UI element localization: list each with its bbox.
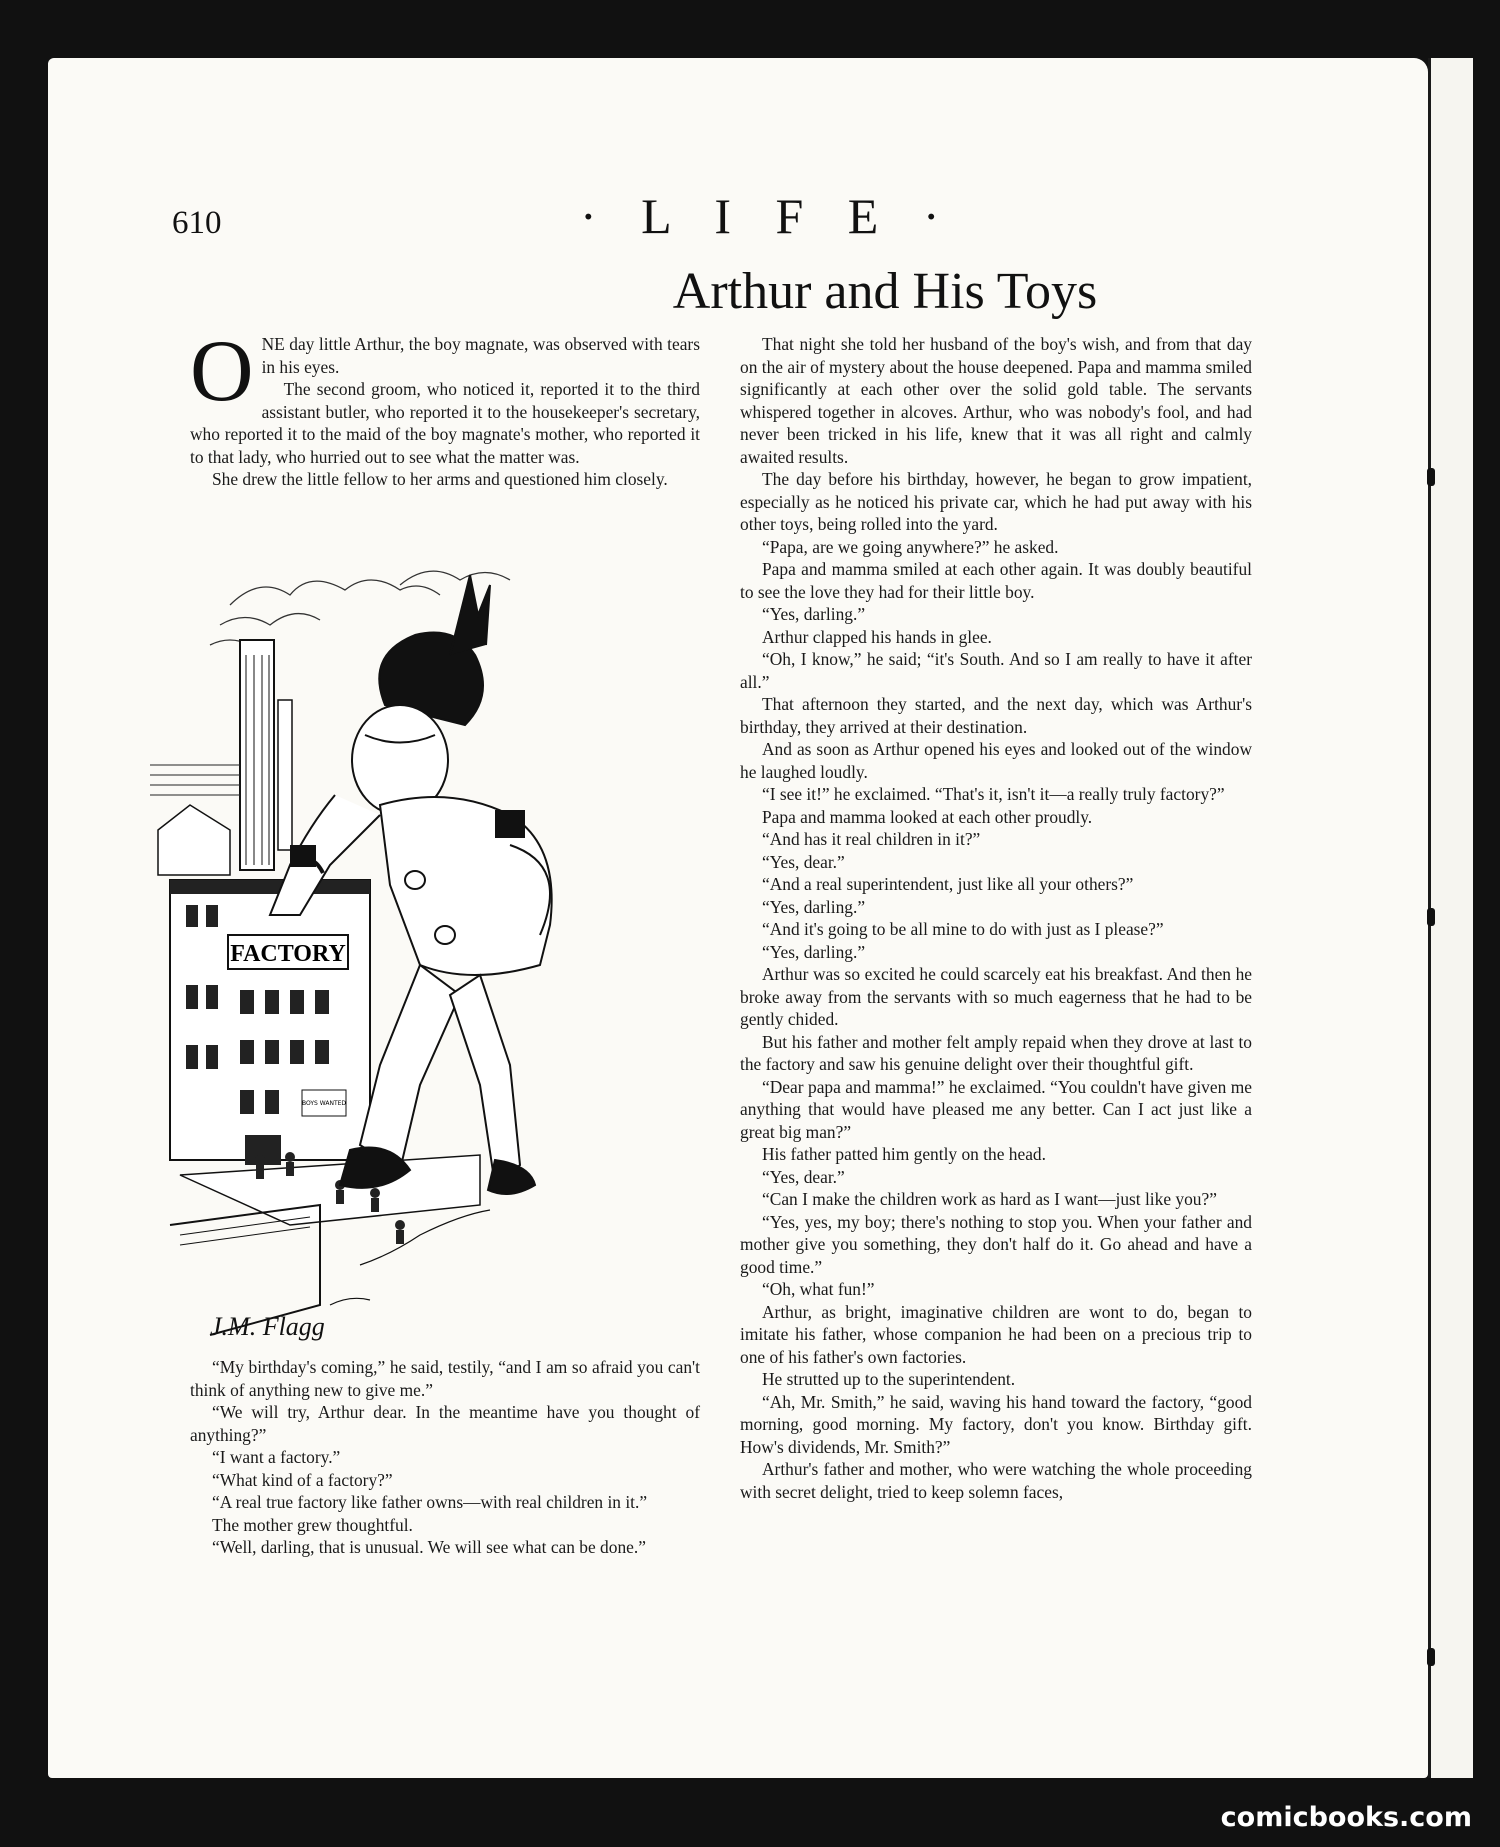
paragraph: “And has it real children in it?” xyxy=(762,829,981,849)
paragraph: That afternoon they started, and the next day, which was Arthur's birthday, they arrived at their destination. xyxy=(740,694,1252,737)
paragraph: That night she told her husband of the boy's wish, and from that day on the air of mystery about the house deepened. Papa and mamma smiled significantly at each other over the solid gold table. The servants whispered together in alcoves. Arthur, who was nobody's fool, and had never been tricked in his life, knew that it was all right and calmly awaited results. xyxy=(740,334,1252,467)
paragraph: Papa and mamma smiled at each other again. It was doubly beautiful to see the love they had for their little boy. xyxy=(740,559,1252,602)
paragraph: “Oh, I know,” he said; “it's South. And so I am really to have it after all.” xyxy=(740,649,1252,692)
paragraph: “Yes, darling.” xyxy=(762,896,866,917)
article-title: Arthur and His Toys xyxy=(672,263,1098,320)
paragraph: “Dear papa and mamma!” he exclaimed. “You couldn't have given me anything that would have pleased me any better. Can I act just like a great big man?” xyxy=(740,1076,1252,1142)
paragraph: “Yes, yes, my boy; there's nothing to stop you. When your father and mother give you something, they don't half do it. Go ahead and have a good time.” xyxy=(740,1211,1252,1277)
paragraph: “My birthday's coming,” he said, testily, “and I am so afraid you can't think of anything new to give me.” xyxy=(190,1357,700,1400)
paragraph: “Oh, what fun!” xyxy=(762,1279,875,1299)
paragraph: Arthur was so excited he could scarcely eat his breakfast. And then he broke away from the servants with so much eagerness that he had to be gently chided. xyxy=(740,964,1252,1029)
left-column-bottom xyxy=(190,1356,700,1559)
paragraph: “I see it!” he exclaimed. “That's it, isn't it—a really truly factory?” xyxy=(762,784,1225,804)
paragraph: “Yes, darling.” xyxy=(762,604,866,624)
paragraph: Arthur, as bright, imaginative children are wont to do, began to imitate his father, whose companion he had been on a precious trip to one of his father's own factories. xyxy=(740,1301,1252,1367)
masthead: · L I F E · xyxy=(580,188,956,244)
paragraph: But his father and mother felt amply repaid when they drove at last to the factory and saw his genuine delight over their thoughtful gift. xyxy=(740,1031,1252,1074)
paragraph: “And it's going to be all mine to do with just as I please?” xyxy=(762,919,1164,939)
paragraph: “Yes, dear.” xyxy=(762,1166,845,1187)
paragraph: “I want a factory.” xyxy=(212,1447,341,1467)
binding-notch xyxy=(1427,908,1435,926)
paragraph: “We will try, Arthur dear. In the meantime have you thought of anything?” xyxy=(190,1402,700,1445)
paragraph: Papa and mamma looked at each other proudly. xyxy=(762,806,1093,827)
paragraph: “And a real superintendent, just like all your others?” xyxy=(762,874,1134,894)
artist-signature: J.M. Flagg xyxy=(210,1312,325,1341)
binding-notch xyxy=(1427,1648,1435,1666)
paragraph: “What kind of a factory?” xyxy=(212,1469,393,1490)
factory-sign: FACTORY xyxy=(230,941,346,967)
page-number: 610 xyxy=(172,205,222,241)
paragraph: Arthur clapped his hands in glee. xyxy=(762,626,992,647)
paragraph: “Papa, are we going anywhere?” he asked. xyxy=(762,536,1059,557)
paragraph: Arthur's father and mother, who were watching the whole proceeding with secret delight, tried to keep solemn faces, xyxy=(740,1459,1252,1502)
binding-notch xyxy=(1427,468,1435,486)
paragraph-text: NE day little Arthur, the boy magnate, was observed with tears in his eyes. xyxy=(261,334,700,377)
paragraph: “Ah, Mr. Smith,” he said, waving his hand toward the factory, “good morning, good morning. My factory, don't you know. Birthday gift. How's dividends, Mr. Smith?” xyxy=(740,1391,1252,1457)
paragraph: She drew the little fellow to her arms and questioned him closely. xyxy=(212,469,668,489)
factory-illustration xyxy=(150,545,620,1345)
left-column-top xyxy=(190,323,700,491)
paragraph: “Can I make the children work as hard as I want—just like you?” xyxy=(762,1189,1217,1209)
right-column xyxy=(740,333,1252,1503)
paragraph: His father patted him gently on the head. xyxy=(762,1144,1046,1164)
paragraph: “Yes, dear.” xyxy=(762,851,845,872)
opening-paragraph xyxy=(190,323,700,420)
paragraph: The mother grew thoughtful. xyxy=(212,1514,413,1535)
paragraph: “Well, darling, that is unusual. We will see what can be done.” xyxy=(212,1537,646,1557)
paragraph: “Yes, darling.” xyxy=(762,941,866,962)
paragraph: The day before his birthday, however, he began to grow impatient, especially as he noticed his private car, which he had put away with his other toys, being rolled into the yard. xyxy=(740,469,1252,534)
paragraph: “A real true factory like father owns—with real children in it.” xyxy=(212,1492,648,1512)
drop-cap: O xyxy=(190,323,254,420)
wanted-sign: BOYS WANTED xyxy=(301,1100,347,1107)
site-watermark: comicbooks.com xyxy=(1220,1802,1472,1833)
paragraph: He strutted up to the superintendent. xyxy=(762,1369,1016,1389)
paragraph: And as soon as Arthur opened his eyes and looked out of the window he laughed loudly. xyxy=(740,739,1252,782)
paragraph: The second groom, who noticed it, reported it to the third assistant butler, who reported it to the housekeeper's secretary, who reported it to the maid of the boy magnate's mother, who reported it to that lady, who hurried out to see what the matter was. xyxy=(190,379,700,467)
